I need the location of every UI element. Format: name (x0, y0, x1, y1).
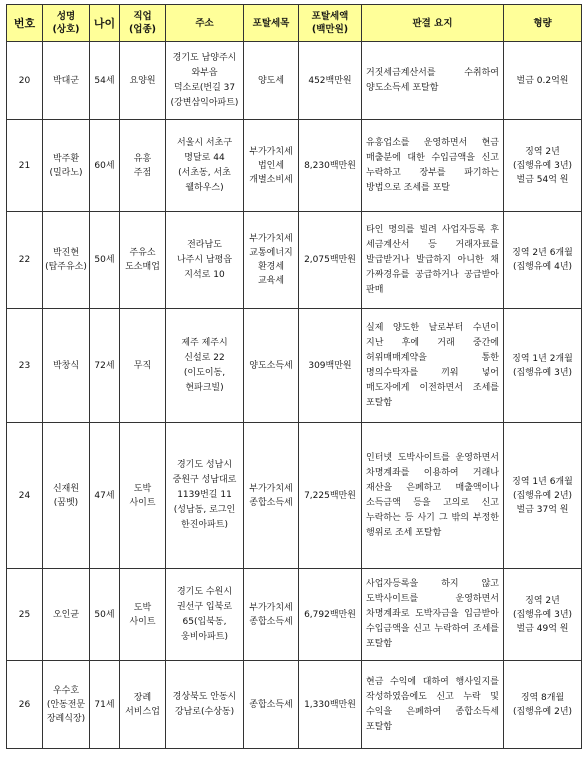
cell-summary: 실제 양도한 날로부터 수년이 지난 후에 거래 중간에 허위매매계약을 통한 명의수탁자를 끼워 넣어 매도자에게 이전하면서 조세를 포탈함 (362, 309, 504, 423)
table-row (7, 569, 582, 661)
cell-job (120, 120, 166, 212)
cell-name-line: 박진현 (52, 248, 80, 258)
cell-address-line: 경상북도 안동시 (172, 691, 237, 702)
cell-name (43, 423, 90, 569)
header-job-line: (업종) (128, 24, 157, 35)
cell-tax-type-line: 종합소득세 (249, 497, 293, 508)
header-age: 나이 (90, 5, 120, 42)
cell-job (120, 423, 166, 569)
cell-name-line: (꿈벳) (53, 497, 79, 508)
cell-sentence-line: 징역 1년 2개월 (512, 353, 573, 364)
cell-name-line: (탑주유소) (45, 262, 87, 272)
cell-age: 54세 (90, 42, 120, 120)
header-name-line: (상호) (52, 24, 80, 35)
cell-job-line: 유흥 (133, 153, 152, 164)
cell-name (43, 212, 90, 309)
cell-address-line: 65(입북동, (182, 616, 227, 627)
cell-name-line: 박대군 (52, 75, 80, 86)
header-amount-line: (백만원) (311, 24, 349, 35)
cell-age: 71세 (90, 661, 120, 749)
cell-name-line: (안동전문 (46, 699, 86, 710)
cell-summary: 사업자등록을 하지 않고 도박사이트를 운영하면서 차명계좌로 도박자금을 입금받아 수입금액을 신고 누락하여 조세를 포탈함 (362, 569, 504, 661)
cell-name (43, 569, 90, 661)
cell-tax-type-line: 교통에너지 (249, 248, 293, 258)
cell-sentence-line: 징역 2년 (525, 146, 560, 157)
cell-name (43, 309, 90, 423)
cell-job-line: 장례 (133, 692, 152, 703)
cell-address-line: 지석로 10 (184, 269, 225, 280)
cell-amount: 6,792백만원 (299, 569, 362, 661)
header-job (120, 5, 166, 42)
cell-address-line: (이도이동, (183, 367, 226, 378)
cell-job (120, 309, 166, 423)
cell-tax-type-line: 부가가치세 (249, 602, 293, 613)
cell-no: 24 (7, 423, 43, 569)
cell-job-line: 주유소 (129, 248, 156, 258)
header-name-line: 성명 (56, 11, 76, 22)
cell-name-line: (밀라노) (49, 167, 83, 178)
cell-sentence (504, 42, 582, 120)
cell-tax-type (244, 569, 299, 661)
cell-address-line: 덕소로(번길 37 (173, 82, 236, 93)
cell-name-line: 신재원 (52, 483, 80, 494)
cell-sentence (504, 309, 582, 423)
header-address: 주소 (166, 5, 244, 42)
cell-name-line: 장례식장) (46, 713, 86, 724)
cell-job (120, 42, 166, 120)
cell-sentence-line: (집행유예 2년) (512, 490, 573, 501)
cell-sentence-line: 징역 2년 6개월 (512, 248, 573, 258)
cell-sentence-line: 벌금 54억 원 (516, 174, 569, 185)
cell-address-line: 1139번길 11 (177, 490, 232, 500)
cell-sentence (504, 120, 582, 212)
cell-tax-type-line: 종합소득세 (249, 699, 293, 710)
table-row (7, 423, 582, 569)
table-header (7, 5, 582, 42)
cell-tax-type-line: 환경세 (257, 262, 285, 272)
cell-no: 26 (7, 661, 43, 749)
cell-tax-type-line: 부가가치세 (249, 483, 293, 494)
cell-job-line: 도박 (133, 483, 152, 494)
cell-amount: 309백만원 (299, 309, 362, 423)
cell-sentence-line: (집행유예 4년) (512, 262, 573, 272)
cell-address-line: 전라남도 (187, 239, 222, 250)
header-name (43, 5, 90, 42)
cell-address-line: 권선구 입북로 (176, 601, 233, 612)
cell-age: 72세 (90, 309, 120, 423)
cell-name-line: 오인균 (52, 609, 80, 620)
cell-name (43, 661, 90, 749)
cell-tax-type-line: 교육세 (257, 276, 285, 286)
cell-sentence (504, 423, 582, 569)
cell-sentence-line: 징역 2년 (525, 595, 560, 606)
cell-sentence-line: (집행유예 2년) (512, 706, 573, 717)
cell-job-line: 요양원 (129, 75, 156, 86)
cell-tax-type (244, 42, 299, 120)
cell-age: 60세 (90, 120, 120, 212)
cell-amount: 8,230백만원 (299, 120, 362, 212)
cell-address (166, 42, 244, 120)
cell-tax-type-line: 법인세 (257, 160, 285, 171)
cell-job (120, 569, 166, 661)
cell-address-line: 웅비아파트) (181, 631, 228, 642)
cell-job-line: 도박 (133, 602, 152, 613)
cell-job-line: 서비스업 (125, 706, 160, 717)
cell-tax-type-line: 양도세 (257, 75, 285, 86)
cell-address-line: 나주시 남평읍 (176, 254, 233, 265)
cell-name-line: 박창식 (52, 360, 80, 371)
cell-address-line: 서울시 서초구 (176, 137, 233, 148)
disclosure-table-container (6, 4, 582, 749)
header-sentence: 형량 (504, 5, 582, 42)
header-summary: 판결 요지 (362, 5, 504, 42)
cell-address (166, 423, 244, 569)
cell-name-line: 우수호 (52, 685, 80, 696)
cell-summary: 거짓세금계산서를 수취하여 양도소득세 포탈함 (362, 42, 504, 120)
header-amount-line: 포탈세액 (311, 11, 349, 22)
table-row (7, 212, 582, 309)
cell-no: 22 (7, 212, 43, 309)
cell-address (166, 309, 244, 423)
cell-tax-type (244, 423, 299, 569)
cell-address-line: 신설로 22 (184, 352, 225, 363)
cell-tax-type (244, 309, 299, 423)
header-amount (299, 5, 362, 42)
cell-tax-type (244, 661, 299, 749)
cell-summary: 타인 명의를 빌려 사업자등록 후 세금계산서 등 거래자료를 발급받거나 발급하지 아니한 채 가짜경유를 공급하거나 공급받아 판매 (362, 212, 504, 309)
cell-address-line: 한진아파트) (181, 520, 228, 530)
cell-age: 47세 (90, 423, 120, 569)
cell-sentence (504, 569, 582, 661)
cell-address-line: 제주 제주시 (181, 337, 228, 348)
cell-address-line: 현파크빌) (185, 382, 224, 393)
cell-address (166, 212, 244, 309)
cell-address (166, 661, 244, 749)
cell-no: 21 (7, 120, 43, 212)
table-row (7, 120, 582, 212)
header-no: 번호 (7, 5, 43, 42)
table-body (7, 42, 582, 749)
cell-tax-type (244, 120, 299, 212)
cell-amount: 452백만원 (299, 42, 362, 120)
cell-summary: 유흥업소를 운영하면서 현금 매출분에 대한 수입금액을 신고 누락하고 장부를 파기하는 방법으로 조세를 포탈 (362, 120, 504, 212)
cell-address (166, 569, 244, 661)
cell-name (43, 120, 90, 212)
cell-amount: 2,075백만원 (299, 212, 362, 309)
cell-tax-type-line: 부가가치세 (249, 234, 293, 244)
header-tax-type: 포탈세목 (244, 5, 299, 42)
cell-tax-type-line: 종합소득세 (249, 616, 293, 627)
cell-summary: 인터넷 도박사이트를 운영하면서 차명계좌를 이용하여 거래나 재산을 은폐하고 매출액이나 소득금액 등을 고의로 신고 누락하는 등 사기 그 밖의 부정한 행위로 조세 포탈함 (362, 423, 504, 569)
table-row (7, 309, 582, 423)
cell-no: 23 (7, 309, 43, 423)
cell-address-line: 명달로 44 (184, 152, 225, 163)
cell-address-line: 중원구 성남대로 (172, 475, 237, 485)
cell-sentence-line: 벌금 49억 원 (516, 623, 569, 634)
header-job-line: 직업 (133, 11, 152, 22)
cell-address (166, 120, 244, 212)
cell-tax-type-line: 부가가치세 (249, 146, 293, 157)
cell-job (120, 212, 166, 309)
tax-evasion-judgment-table (6, 4, 582, 749)
cell-job-line: 무직 (133, 360, 152, 371)
cell-sentence-line: (집행유예 3년) (512, 367, 573, 378)
cell-address-line: 와부읍 (191, 67, 218, 78)
table-row (7, 661, 582, 749)
cell-job-line: 사이트 (129, 616, 156, 627)
cell-age: 50세 (90, 569, 120, 661)
cell-address-line: 경기도 성남시 (176, 460, 233, 470)
cell-address-line: (서초동, 서초 (178, 167, 231, 178)
cell-address-line: 경기도 남양주시 (172, 52, 237, 63)
cell-age: 50세 (90, 212, 120, 309)
cell-name-line: 박주환 (52, 153, 80, 164)
cell-sentence-line: (집행유예 3년) (512, 609, 573, 620)
cell-address-line: (강변삼익아파트) (170, 97, 239, 108)
cell-job-line: 주점 (133, 167, 152, 178)
cell-tax-type (244, 212, 299, 309)
cell-summary: 현금 수익에 대하여 행사일지를 작성하였음에도 신고 누락 및 수익을 은폐하여 종합소득세 포탈함 (362, 661, 504, 749)
cell-amount: 7,225백만원 (299, 423, 362, 569)
cell-name (43, 42, 90, 120)
cell-sentence-line: 징역 8개월 (520, 692, 565, 703)
cell-sentence (504, 661, 582, 749)
cell-amount: 1,330백만원 (299, 661, 362, 749)
cell-sentence-line: 징역 1년 6개월 (512, 476, 573, 487)
cell-address-line: (성남동, 로그인 (173, 505, 236, 515)
cell-sentence-line: (집행유예 3년) (512, 160, 573, 171)
cell-tax-type-line: 양도소득세 (249, 360, 293, 371)
cell-address-line: 경기도 수원시 (176, 586, 233, 597)
cell-sentence-line: 벌금 37억 원 (516, 504, 569, 515)
cell-no: 25 (7, 569, 43, 661)
cell-sentence-line: 벌금 0.2억원 (516, 75, 569, 86)
cell-no: 20 (7, 42, 43, 120)
cell-address-line: 강남로(수상동) (174, 706, 235, 717)
table-row (7, 42, 582, 120)
cell-sentence (504, 212, 582, 309)
cell-address-line: 웰하우스) (185, 182, 224, 193)
cell-job-line: 사이트 (129, 497, 156, 508)
cell-tax-type-line: 개별소비세 (249, 174, 293, 185)
cell-job (120, 661, 166, 749)
cell-job-line: 도소매업 (125, 262, 160, 272)
